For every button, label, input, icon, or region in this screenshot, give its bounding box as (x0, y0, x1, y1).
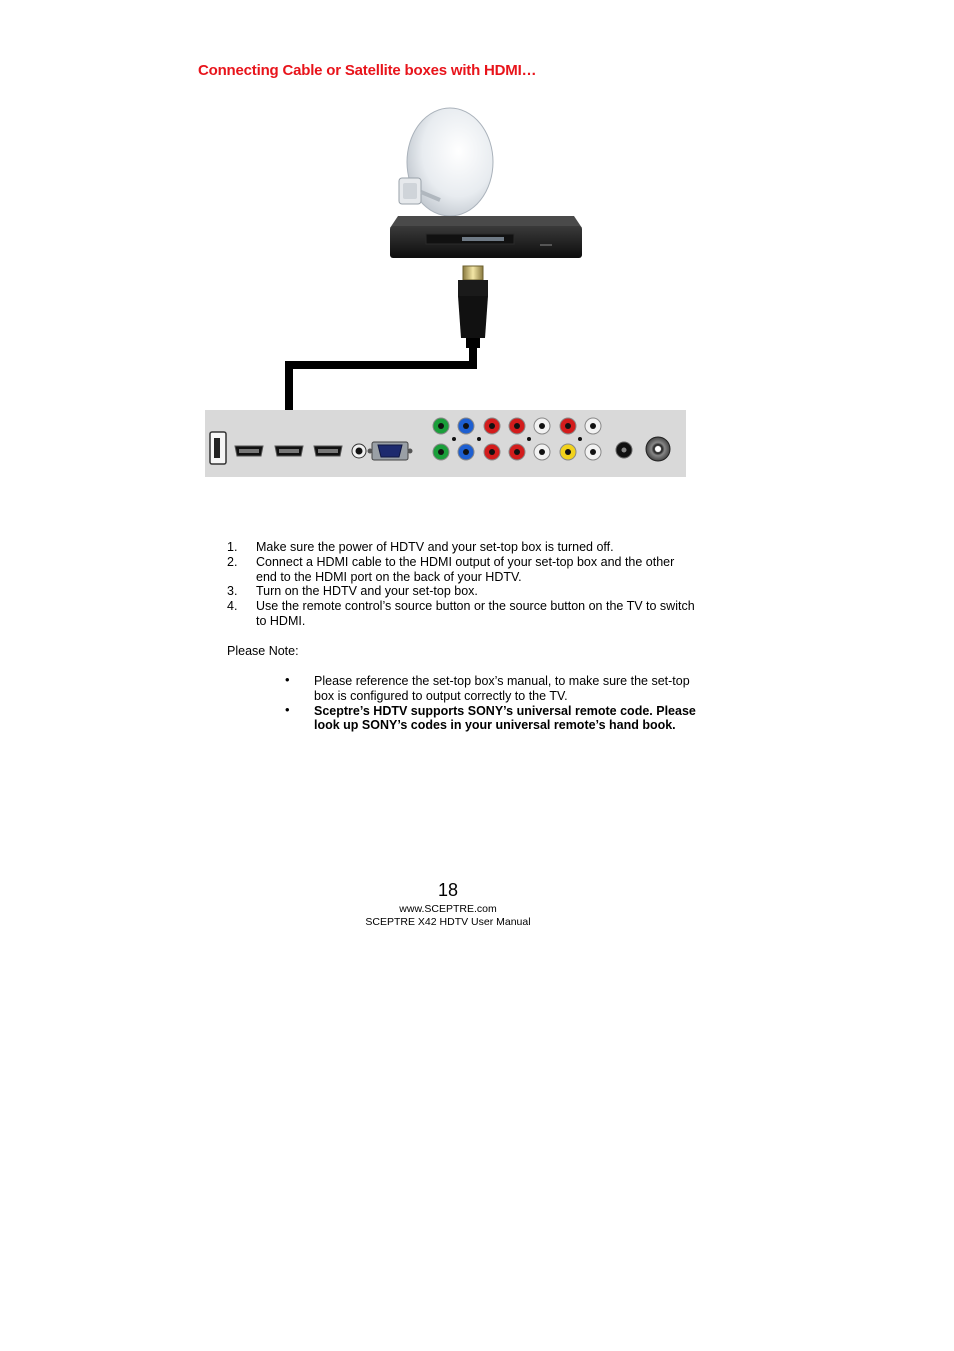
tv-rear-panel (205, 410, 686, 477)
hdmi-port-1-icon (235, 446, 263, 456)
note-label: Please Note: (227, 644, 299, 658)
list-item: • Please reference the set-top box’s manual, to make sure the set-top box is configured to output correctly to the TV. (285, 672, 690, 703)
list-item: 3. Turn on the HDTV and your set-top box. (227, 584, 478, 599)
vga-port-icon (368, 442, 413, 460)
notes-list (285, 674, 700, 733)
coax-antenna-input-icon (646, 437, 670, 461)
dc-jack-icon (616, 442, 632, 458)
satellite-dish-icon (399, 108, 493, 216)
footer-manual-title: SCEPTRE X42 HDTV User Manual (365, 916, 531, 928)
set-top-box-icon (390, 216, 582, 258)
hdmi-connection-diagram (200, 100, 700, 490)
audio-jack-icon (352, 444, 366, 458)
hdmi-port-3-icon (314, 446, 342, 456)
hdmi-plug-icon (458, 266, 488, 348)
bullet-icon: • (285, 672, 290, 687)
bullet-icon: • (285, 701, 290, 717)
page-number: 18 (437, 880, 459, 900)
list-item: • Sceptre’s HDTV supports SONY’s universal remote code. Please look up SONY’s codes in your universal remote’s hand book. (285, 701, 696, 733)
list-item: 4. Use the remote control’s source button or the source button on the TV to switch to HDMI. (227, 599, 695, 628)
footer-website: www.SCEPTRE.com (399, 903, 497, 915)
section-heading: Connecting Cable or Satellite boxes with HDMI… (198, 62, 537, 79)
list-item: 1. Make sure the power of HDTV and your set-top box is turned off. (227, 540, 614, 554)
list-item: 2. Connect a HDMI cable to the HDMI output of your set-top box and the other end to the HDMI port on the back of your HDTV. (227, 554, 675, 584)
hdmi-port-2-icon (275, 446, 303, 456)
hdmi-cable (289, 348, 473, 410)
instruction-steps (227, 540, 697, 629)
usb-port-icon (210, 432, 226, 464)
